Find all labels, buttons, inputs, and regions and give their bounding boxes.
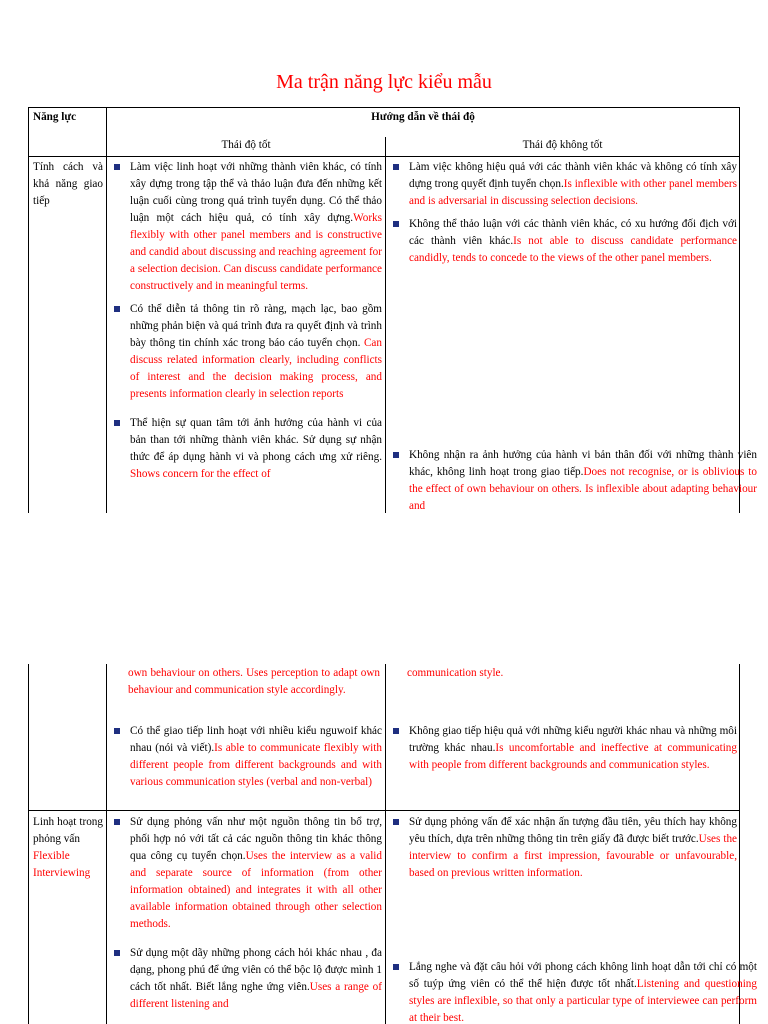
list-item: Có thể diễn tả thông tin rõ ràng, mạch lạc, bao gồm những phản biện và quá trình đưa ra quyết định và trình bày thông tin chính xác trong báo cáo tuyển chọn. Can discuss related information clearly, including conflicts of interest and the decision making process, and presents information clearly in selection reports	[110, 301, 382, 403]
competency-en: Flexible Interviewing	[33, 850, 91, 879]
competency-communication: Tính cách và khả năng giao tiếp	[33, 161, 103, 207]
square-bullet-icon	[393, 964, 399, 970]
square-bullet-icon	[393, 728, 399, 734]
good-column-p1	[110, 159, 382, 483]
list-item: Không nhận ra ảnh hưởng của hành vi bản thân đối với những thành viên khác, không linh hoạt trong giao tiếp.Does not recognise, or is oblivious to the effect of own behaviour on others. Is inflexible about adapting behaviour and	[389, 447, 757, 513]
bad-row-2	[389, 814, 757, 1024]
list-item: Lắng nghe và đặt câu hỏi với phong cách không linh hoạt dẫn tới chỉ có một số tuýp ứng viên có thể thể hiện được tốt nhất.Listening and questioning styles are inflexible, so that only a particular type of interviewee can perform at their best.	[389, 959, 757, 1024]
square-bullet-icon	[114, 420, 120, 426]
list-item: Không giao tiếp hiệu quả với những kiểu người khác nhau và những môi trường khác nhau.Is uncomfortable and ineffective at communicating with people from different backgrounds and communication styles.	[389, 723, 737, 774]
square-bullet-icon	[114, 164, 120, 170]
competency-vi: Linh hoạt trong phỏng vấn	[33, 816, 103, 845]
list-item: Sử dụng một dãy những phong cách hỏi khác nhau , đa dạng, phong phú để ứng viên có thể bộc lộ được mình 1 cách tốt nhất. Biết lắng nghe ứng viên.Uses a range of different listening and	[110, 945, 382, 1013]
competency-flexible-interviewing	[33, 814, 103, 882]
header-attitude-guide: Hướng dẫn về thái độ	[371, 111, 475, 123]
list-item: Thể hiện sự quan tâm tới ảnh hưởng của hành vi của bản than tới những thành viên khác. Sử dụng sự nhận thức để áp dụng hành vi và phong cách ưng xử riêng. Shows concern for the effect of	[110, 415, 382, 483]
square-bullet-icon	[114, 819, 120, 825]
list-item: Không thể thảo luận với các thành viên khác, có xu hướng đối địch với các thành viên khác.Is not able to discuss candidate performance candidly, tends to concede to the views of the other panel members.	[389, 216, 737, 267]
good-continuation: own behaviour on others. Uses perception to adapt own behaviour and communication style accordingly.	[128, 667, 380, 696]
square-bullet-icon	[114, 728, 120, 734]
list-item: Có thể giao tiếp linh hoạt với nhiều kiểu nguwoif khác nhau (nói và viết).Is able to communicate flexibly with different people from different backgrounds and with various communication styles (verbal and non-verbal)	[110, 723, 382, 791]
square-bullet-icon	[393, 452, 399, 458]
table-page-2	[0, 664, 768, 1024]
good-row-1	[110, 723, 382, 791]
square-bullet-icon	[393, 164, 399, 170]
bad-continuation: communication style.	[407, 667, 504, 679]
square-bullet-icon	[114, 306, 120, 312]
list-item: Làm việc linh hoạt với những thành viên khác, có tính xây dựng trong tập thể và thảo luận đưa đến những kết luận cuối cùng trong quá trình tuyển dụng. Có thể thảo luận một cách hiệu quả, có tính xây dựng.Works flexibly with other panel members and is constructive and candid about discussing and reaching agreement for a selection decision. Can discuss candidate performance constructively and in meaningful terms.	[110, 159, 382, 295]
bad-column-p1	[389, 159, 757, 512]
square-bullet-icon	[114, 950, 120, 956]
bad-row-1	[389, 723, 737, 774]
header-bad-attitude: Thái độ không tốt	[522, 139, 603, 151]
good-row-2	[110, 814, 382, 1013]
page-title: Ma trận năng lực kiểu mẫu	[276, 71, 492, 93]
list-item: Làm việc không hiệu quả với các thành viên khác và không có tính xây dựng trong quyết định tuyển chọn.Is inflexible with other panel members and is adversarial in discussing selection decisions.	[389, 159, 737, 210]
header-competency: Năng lực	[33, 111, 77, 123]
list-item: Sử dụng phỏng vấn như một nguồn thông tin bổ trợ, phối hợp nó với tất cả các nguồn thông tin khác thông qua công cụ tuyển chọn.Uses the interview as a valid and separate source of information (from other information obtained) and integrates it with all other available information obtained through other selection methods.	[110, 814, 382, 933]
list-item: Sử dụng phỏng vấn để xác nhận ấn tượng đầu tiên, yêu thích hay không yêu thích, dựa trên những thông tin trên giấy đã được biết trước.Uses the interview to confirm a first impression, favourable or unfavourable, based on previous written information.	[389, 814, 737, 882]
table-page-1	[0, 107, 768, 513]
square-bullet-icon	[393, 221, 399, 227]
square-bullet-icon	[393, 819, 399, 825]
header-good-attitude: Thái độ tốt	[221, 139, 271, 151]
